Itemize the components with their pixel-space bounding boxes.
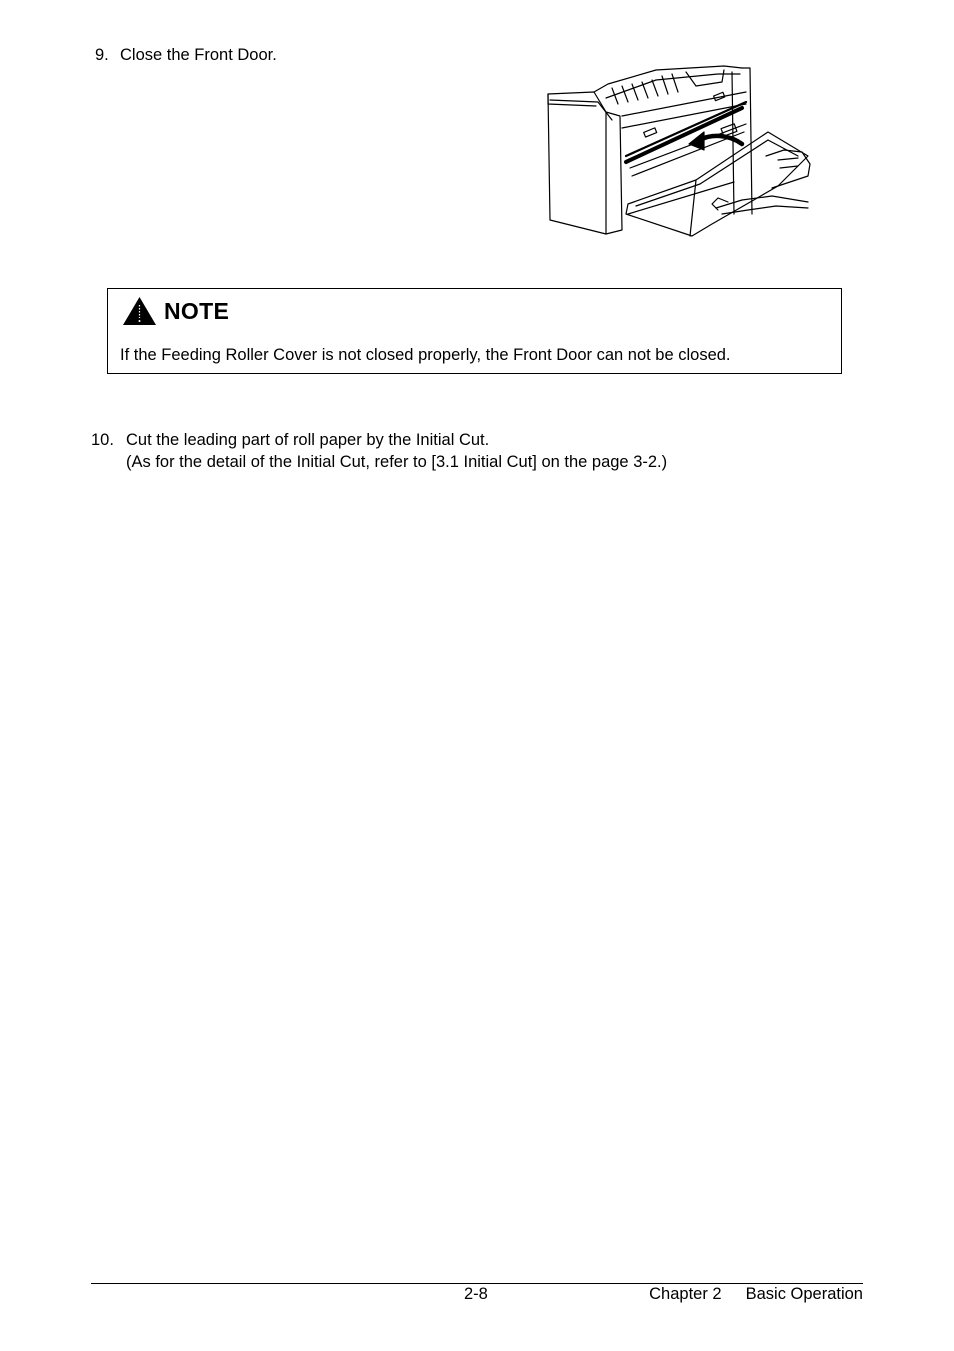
- note-box: [107, 288, 842, 374]
- chapter-label: Chapter 2: [649, 1285, 722, 1303]
- step-9-number: 9.: [95, 46, 109, 64]
- note-title: NOTE: [164, 297, 230, 324]
- step-9-text: Close the Front Door.: [120, 46, 277, 64]
- printer-front-door-illustration: [546, 64, 812, 240]
- warning-icon: [122, 296, 157, 326]
- step-10-text: Cut the leading part of roll paper by the Initial Cut.: [126, 431, 490, 449]
- note-header: [122, 295, 229, 327]
- note-body: If the Feeding Roller Cover is not closed properly, the Front Door can not be closed.: [120, 346, 731, 364]
- footer-chapter: [649, 1284, 863, 1304]
- step-10: [91, 430, 489, 450]
- step-10-detail: (As for the detail of the Initial Cut, refer to [3.1 Initial Cut] on the page 3-2.): [126, 453, 668, 471]
- section-label: Basic Operation: [745, 1285, 863, 1303]
- step-9: [95, 45, 277, 65]
- step-10-number: 10.: [91, 431, 114, 449]
- page-number: 2-8: [464, 1285, 488, 1303]
